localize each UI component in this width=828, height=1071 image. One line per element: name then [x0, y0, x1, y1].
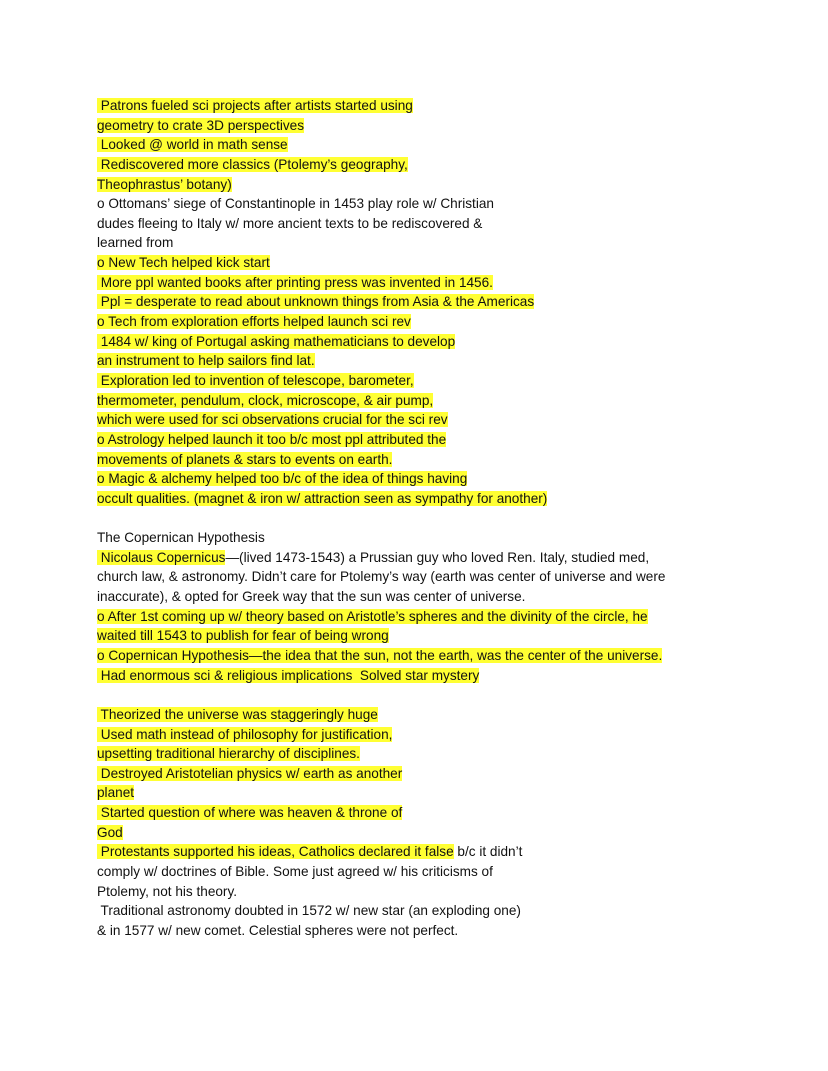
- highlighted-text: Nicolaus Copernicus: [97, 549, 226, 565]
- text-line: [97, 528, 737, 548]
- text-line: [97, 135, 737, 155]
- text-line: [97, 744, 737, 764]
- text-line: [97, 175, 737, 195]
- highlighted-text: o Magic & alchemy helped too b/c of the idea of things having: [97, 471, 468, 487]
- highlighted-text: upsetting traditional hierarchy of disciplines.: [97, 746, 360, 762]
- plain-text: dudes fleeing to Italy w/ more ancient texts to be rediscovered &: [97, 215, 483, 231]
- highlighted-text: Theorized the universe was staggeringly huge: [97, 706, 378, 722]
- plain-text: Ptolemy, not his theory.: [97, 883, 238, 899]
- text-line: [97, 882, 737, 902]
- text-line: [97, 803, 737, 823]
- highlighted-text: More ppl wanted books after printing press was invented in 1456.: [97, 274, 493, 290]
- plain-text: church law, & astronomy. Didn’t care for Ptolemy’s way (earth was center of universe and were: [97, 569, 666, 585]
- text-line: [97, 273, 737, 293]
- plain-text: —(lived 1473-1543) a Prussian guy who loved Ren. Italy, studied med,: [225, 549, 650, 565]
- text-line: [97, 233, 737, 253]
- blank-line: [97, 508, 737, 528]
- text-line: [97, 116, 737, 136]
- text-line: [97, 194, 737, 214]
- text-line: [97, 901, 737, 921]
- text-line: [97, 783, 737, 803]
- text-line: [97, 312, 737, 332]
- text-line: [97, 823, 737, 843]
- highlighted-text: Protestants supported his ideas, Catholics declared it false: [97, 844, 454, 860]
- text-line: [97, 391, 737, 411]
- text-line: [97, 626, 737, 646]
- text-line: [97, 842, 737, 862]
- highlighted-text: waited till 1543 to publish for fear of being wrong: [97, 628, 389, 644]
- text-line: [97, 646, 737, 666]
- plain-text: comply w/ doctrines of Bible. Some just agreed w/ his criticisms of: [97, 863, 493, 879]
- plain-text: The Copernican Hypothesis: [97, 530, 265, 546]
- blank-line: [97, 685, 737, 705]
- highlighted-text: which were used for sci observations crucial for the sci rev: [97, 412, 448, 428]
- text-line: [97, 253, 737, 273]
- plain-text: Traditional astronomy doubted in 1572 w/ new star (an exploding one): [97, 903, 521, 919]
- text-line: [97, 666, 737, 686]
- highlighted-text: Started question of where was heaven & throne of: [97, 805, 403, 821]
- highlighted-text: Ppl = desperate to read about unknown things from Asia & the Americas: [97, 294, 535, 310]
- highlighted-text: Patrons fueled sci projects after artists started using: [97, 98, 413, 113]
- highlighted-text: Rediscovered more classics (Ptolemy’s geography,: [97, 156, 408, 172]
- highlighted-text: o New Tech helped kick start: [97, 255, 270, 271]
- plain-text: & in 1577 w/ new comet. Celestial spheres were not perfect.: [97, 922, 459, 938]
- notes-page: [97, 96, 737, 941]
- highlighted-text: o Astrology helped launch it too b/c most ppl attributed the: [97, 431, 447, 447]
- highlighted-text: Exploration led to invention of telescope, barometer,: [97, 372, 414, 388]
- text-line: [97, 764, 737, 784]
- text-line: [97, 96, 737, 116]
- text-line: [97, 430, 737, 450]
- highlighted-text: geometry to crate 3D perspectives: [97, 117, 305, 133]
- highlighted-text: planet: [97, 785, 135, 801]
- highlighted-text: Had enormous sci & religious implications Solved star mystery: [97, 667, 480, 683]
- highlighted-text: o Copernican Hypothesis—the idea that the sun, not the earth, was the center of the universe.: [97, 647, 663, 663]
- text-line: [97, 332, 737, 352]
- text-line: [97, 351, 737, 371]
- plain-text: b/c it didn’t: [453, 844, 523, 860]
- highlighted-text: Destroyed Aristotelian physics w/ earth as another: [97, 765, 403, 781]
- highlighted-text: o Tech from exploration efforts helped launch sci rev: [97, 314, 411, 330]
- plain-text: inaccurate), & opted for Greek way that the sun was center of universe.: [97, 589, 526, 605]
- highlighted-text: Theophrastus’ botany): [97, 176, 232, 192]
- text-line: [97, 489, 737, 509]
- highlighted-text: o After 1st coming up w/ theory based on Aristotle’s spheres and the divinity of the circle, he: [97, 608, 648, 624]
- text-line: [97, 607, 737, 627]
- text-line: [97, 587, 737, 607]
- text-line: [97, 450, 737, 470]
- plain-text: o Ottomans’ siege of Constantinople in 1453 play role w/ Christian: [97, 196, 494, 212]
- text-line: [97, 469, 737, 489]
- highlighted-text: Looked @ world in math sense: [97, 137, 288, 153]
- text-line: [97, 921, 737, 941]
- highlighted-text: 1484 w/ king of Portugal asking mathematicians to develop: [97, 333, 456, 349]
- text-line: [97, 410, 737, 430]
- highlighted-text: Used math instead of philosophy for justification,: [97, 726, 393, 742]
- text-line: [97, 548, 737, 568]
- highlighted-text: occult qualities. (magnet & iron w/ attraction seen as sympathy for another): [97, 490, 548, 506]
- highlighted-text: thermometer, pendulum, clock, microscope, & air pump,: [97, 392, 434, 408]
- text-line: [97, 371, 737, 391]
- highlighted-text: movements of planets & stars to events on earth.: [97, 451, 393, 467]
- text-line: [97, 725, 737, 745]
- text-line: [97, 862, 737, 882]
- text-line: [97, 155, 737, 175]
- text-line: [97, 292, 737, 312]
- text-line: [97, 567, 737, 587]
- text-line: [97, 214, 737, 234]
- plain-text: learned from: [97, 235, 174, 251]
- text-line: [97, 705, 737, 725]
- highlighted-text: an instrument to help sailors find lat.: [97, 353, 315, 369]
- highlighted-text: God: [97, 824, 123, 840]
